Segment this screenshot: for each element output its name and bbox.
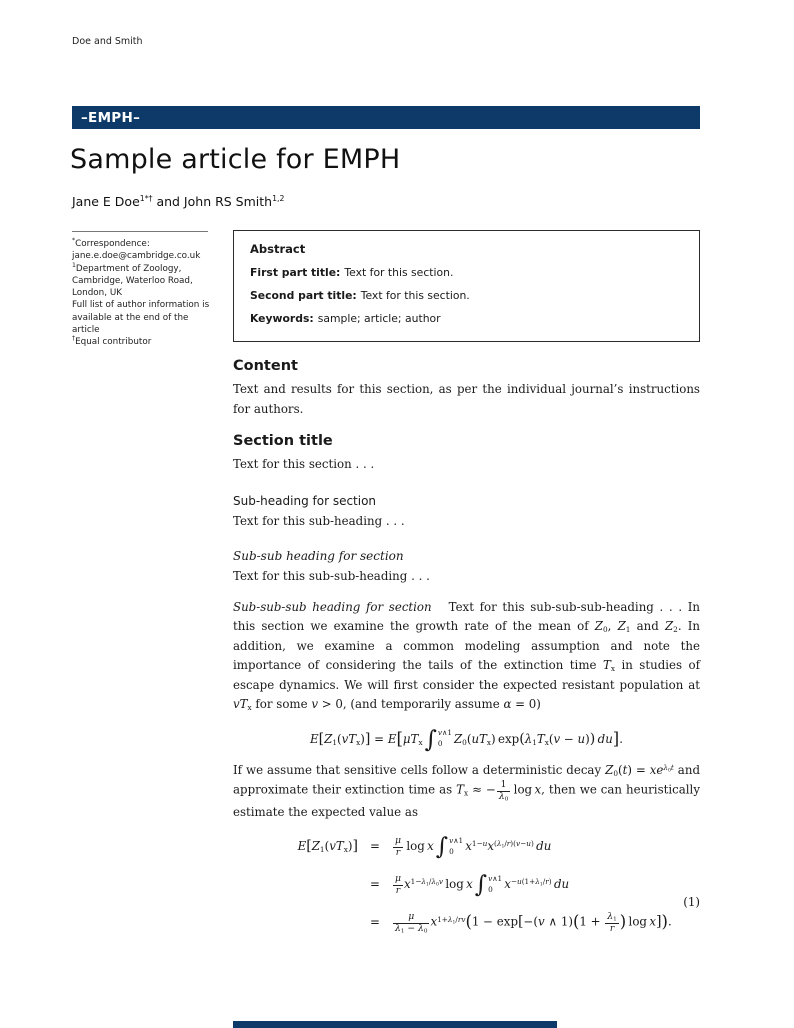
equation-row <box>233 832 700 862</box>
main-column <box>233 358 700 946</box>
affiliation-line-3: London, UK <box>72 288 123 299</box>
running-header: Doe and Smith <box>72 36 143 47</box>
equation-lhs: $E[Z_1(vT_x)]$ <box>297 838 358 855</box>
abstract-item-text: Text for this section. <box>344 266 454 279</box>
subsubsection-heading: Sub-sub heading for section <box>233 549 404 563</box>
equal-contributor-note: †Equal contributor <box>72 335 152 348</box>
correspondence-email[interactable]: jane.e.doe@cambridge.co.uk <box>72 251 201 262</box>
equation-rhs-1: $\frac{\mu}{r}$ log x ∫ v∧1 0 $x^{1-u}x^{(\lambda_1/r)(v-u)}$ du <box>395 831 552 860</box>
display-equation: $E[Z_1(vT_x)] = E[\mu T_x$ ∫ v∧1 0 $Z_0(uT_x) \exp(\lambda_1T_x(v - u))$ du]. <box>309 724 623 753</box>
equation-row <box>233 870 700 900</box>
aligned-equation-block <box>233 832 700 938</box>
abstract-keywords <box>250 311 683 327</box>
section-text: Text for this section . . . <box>233 457 375 471</box>
equals-sign: = <box>370 877 380 892</box>
equals-sign: = <box>370 839 380 854</box>
abstract-heading: Abstract <box>250 242 306 256</box>
paragraph-text: Text for this sub-sub-sub-heading . . . In this section we examine the growth rate of the mean of $Z_0$, $Z_1$ and $Z_2$. In addition, we examine a common modeling assumption and note the importance of considering the tails of the extinction time $T_x$ in studies of escape dynamics. We will first consider the expected resistant population at $vT_x$ for some v > 0, (and temporarily assume α = 0) <box>233 599 701 713</box>
journal-banner <box>72 106 700 129</box>
content-heading: Content <box>233 358 298 374</box>
sidebar-divider <box>72 231 208 232</box>
paragraph-runin-heading: Sub-sub-sub heading for section <box>233 599 432 614</box>
subsection-text: Text for this sub-heading . . . <box>233 513 405 528</box>
author-info-note-1: Full list of author information is <box>72 300 210 311</box>
affiliation-line-1: $^1$Department of Zoology, <box>72 261 182 274</box>
footer-bar <box>233 1021 557 1028</box>
keywords-text: sample; article; author <box>317 312 441 326</box>
subsubsection-text: Text for this sub-sub-heading . . . <box>233 569 430 583</box>
authors-line: Jane E Doe$^{1*\dagger}$ and John RS Smith$^{1,2}$ <box>72 193 285 209</box>
section-heading: Section title <box>233 433 333 449</box>
subsection-heading: Sub-heading for section <box>233 493 377 508</box>
equation-number: (1) <box>683 894 700 909</box>
abstract-item-label: Second part title: <box>250 289 357 303</box>
article-title: Sample article for EMPH <box>70 144 401 175</box>
correspondence-label: *Correspondence: <box>72 237 150 249</box>
equation-rhs-3: $\frac{\mu}{\lambda_1 - \lambda_0}$ $x^{1+\lambda_1/rv}(1 - \exp[-(v$ ∧ 1)(1 + $\frac{\lambda_1}{r}$ ) log x]). <box>395 911 672 935</box>
equals-sign: = <box>370 915 380 930</box>
abstract-item-first <box>250 265 683 281</box>
journal-banner-label: –EMPH– <box>81 109 141 126</box>
equation-row <box>233 908 700 938</box>
abstract-item-label: First part title: <box>250 266 341 279</box>
content-intro: Text and results for this section, as per the individual journal’s instructions for authors. <box>233 382 700 416</box>
affiliation-line-2: Cambridge, Waterloo Road, <box>72 275 193 286</box>
keywords-label: Keywords: <box>250 312 314 326</box>
author-info-note-2: available at the end of the article <box>72 312 189 336</box>
correspondence-sidebar <box>72 231 214 349</box>
body-paragraph-2: If we assume that sensitive cells follow a deterministic decay $Z_0(t) = xe^{\lambda_0t}$ and approximate their extinction time as $T_x$ ≈ − $\frac{1}{\lambda_0}$ log x, then we can heuristically estimate the expected value as <box>233 762 700 819</box>
abstract-box <box>233 230 700 342</box>
body-paragraph-1 <box>233 598 700 715</box>
equation-rhs-2: $\frac{\mu}{r}$ $x^{1-\lambda_1/\lambda_0v}$ log x ∫ v∧1 0 $x^{-u(1+\lambda_1/r)}$ du <box>395 869 570 898</box>
abstract-item-second <box>250 288 683 304</box>
abstract-item-text: Text for this section. <box>360 289 470 303</box>
